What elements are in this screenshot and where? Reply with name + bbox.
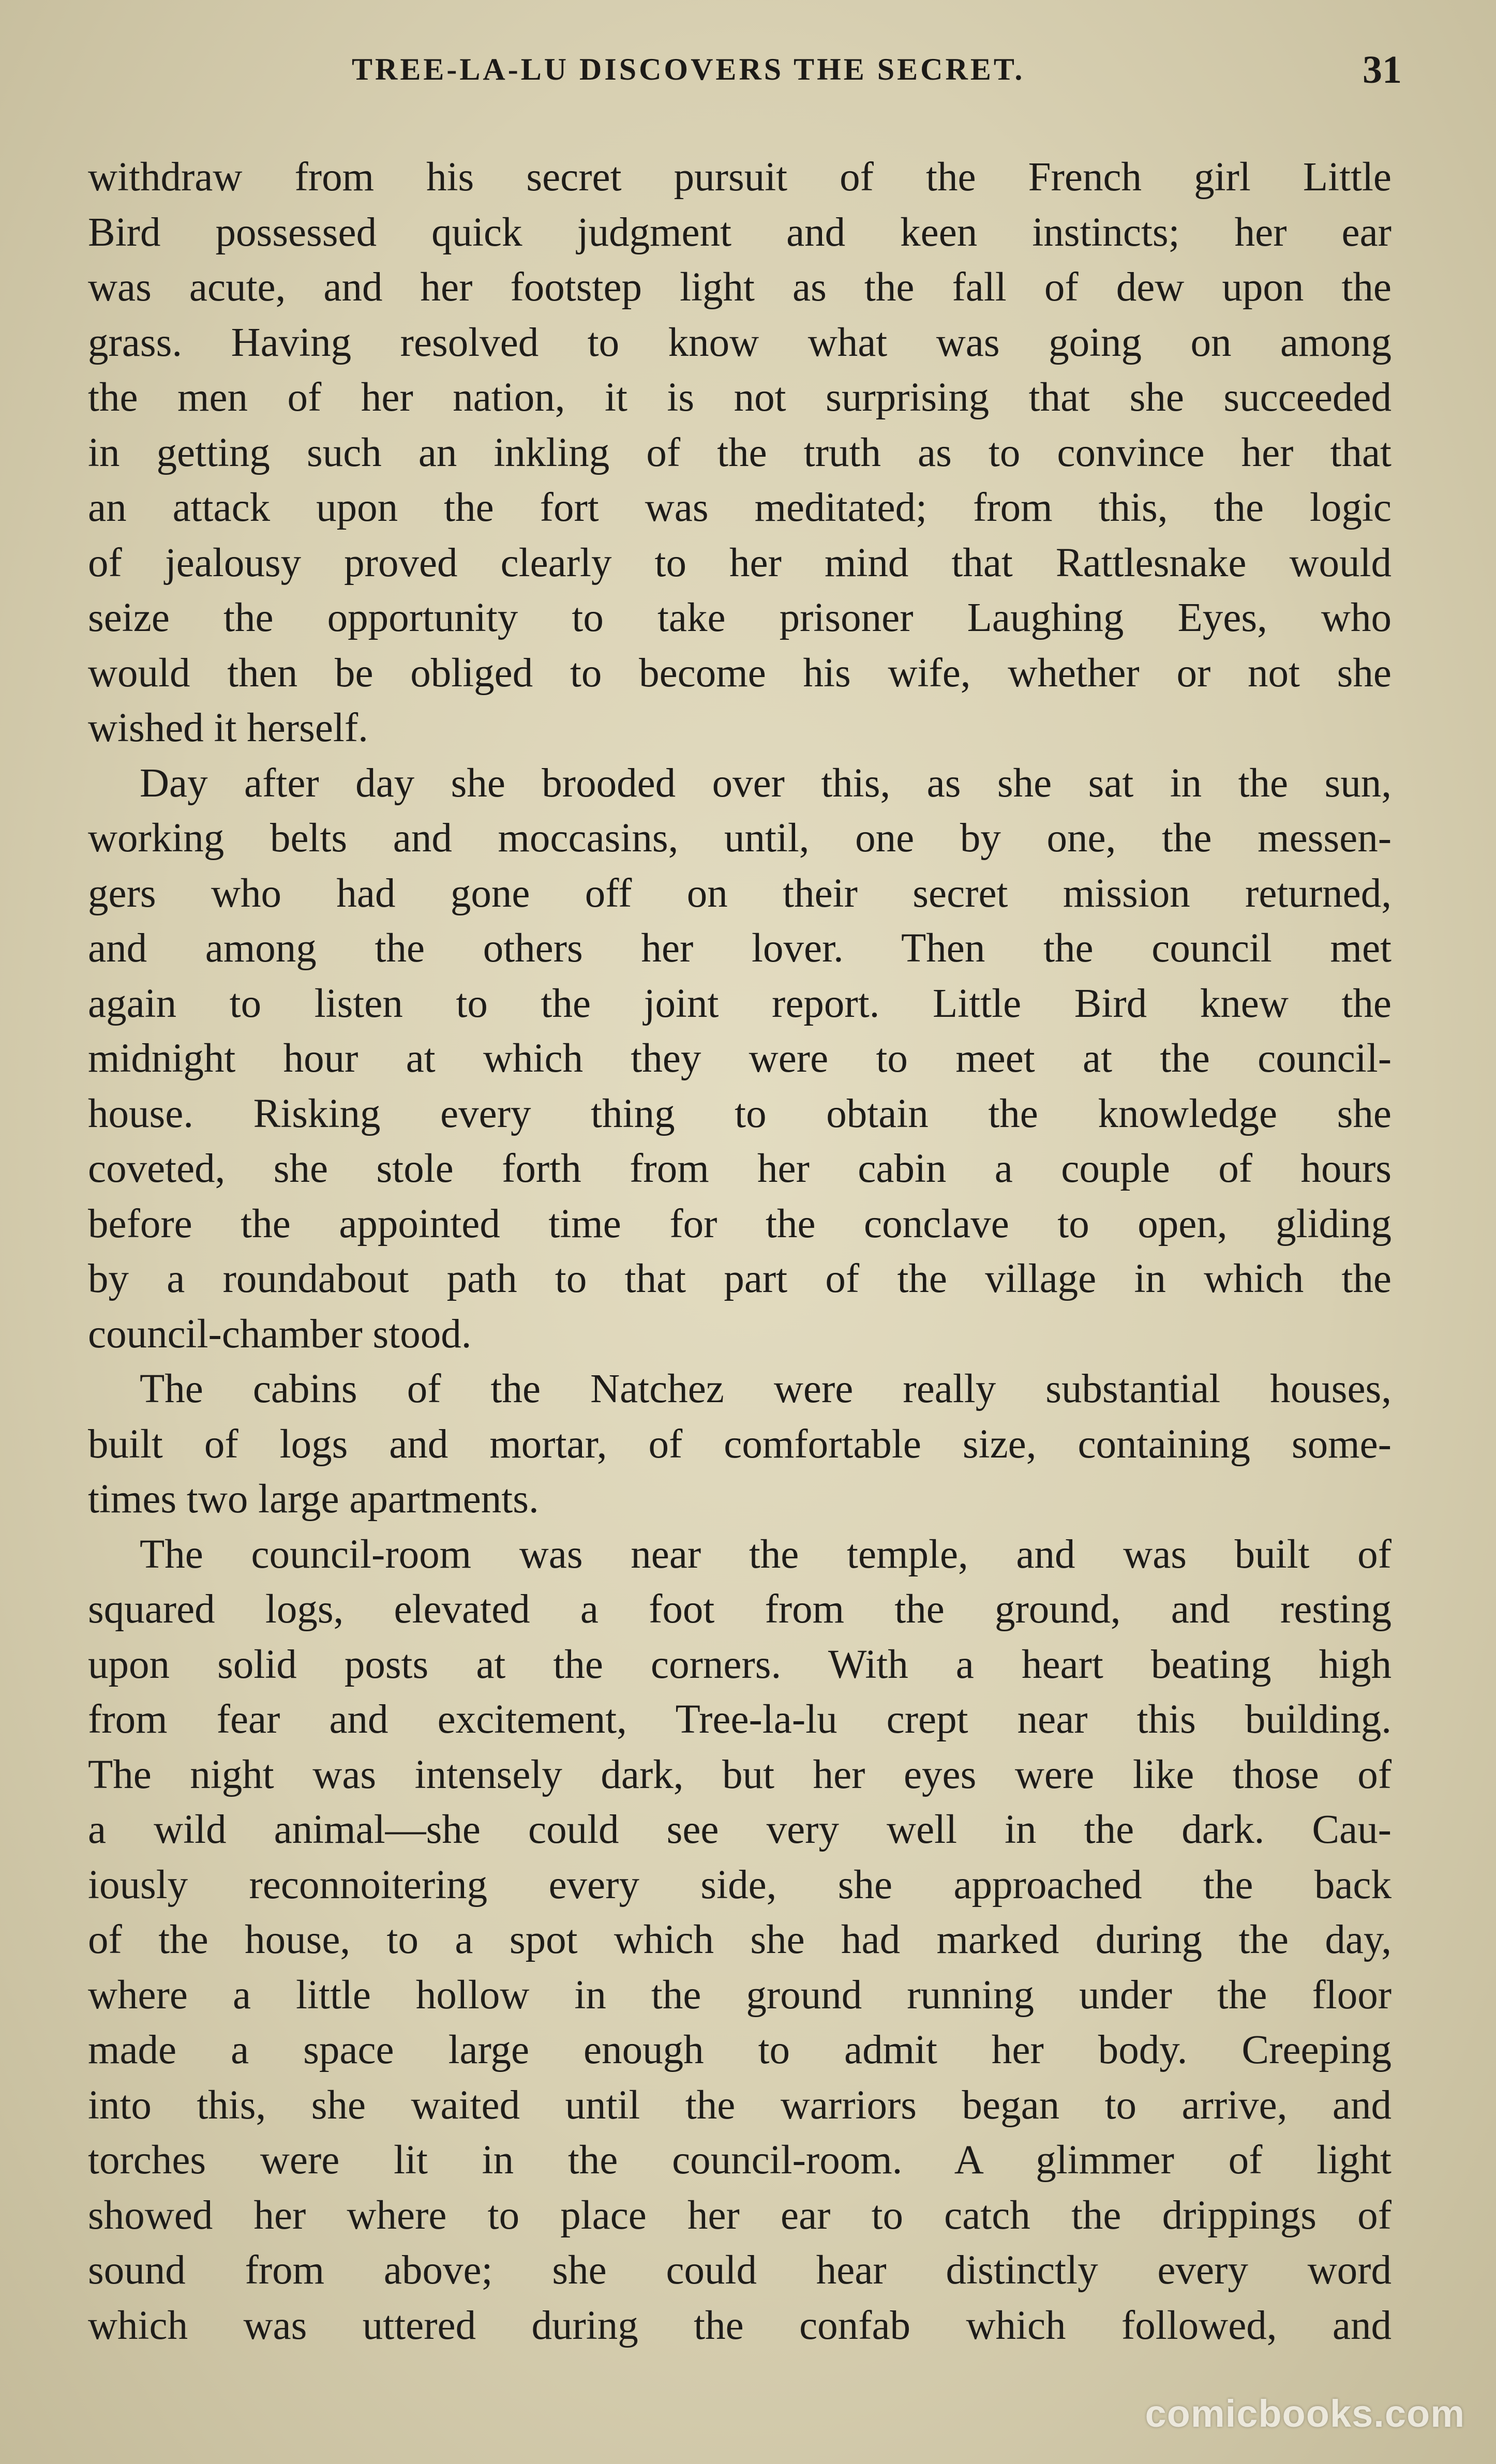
text-line: where a little hollow in the ground running under the floor (88, 1972, 1392, 2018)
text-line: wished it herself. (88, 705, 368, 750)
text-line: by a roundabout path to that part of the village in which the (88, 1256, 1392, 1301)
text-line: and among the others her lover. Then the council met (88, 926, 1392, 971)
text-line: iously reconnoitering every side, she approached the back (88, 1862, 1392, 1907)
text-line: before the appointed time for the conclave to open, gliding (88, 1201, 1392, 1246)
paragraph-first-line: Day after day she brooded over this, as she sat in the sun, (140, 760, 1392, 806)
text-line: council-chamber stood. (88, 1311, 472, 1357)
text-line: gers who had gone off on their secret mission returned, (88, 870, 1392, 916)
text-line: showed her where to place her ear to catch the drippings of (88, 2192, 1392, 2238)
site-watermark: comicbooks.com (1145, 2392, 1465, 2435)
text-line: working belts and moccasins, until, one by one, the messen- (88, 816, 1392, 861)
text-line: midnight hour at which they were to meet at the council- (88, 1036, 1392, 1081)
text-line: made a space large enough to admit her body. Creeping (88, 2027, 1392, 2072)
text-line: times two large apartments. (88, 1477, 539, 1522)
text-line: the men of her nation, it is not surprising that she succeeded (88, 375, 1392, 420)
text-line: of the house, to a spot which she had marked during the day, (88, 1917, 1392, 1962)
text-line: into this, she waited until the warriors began to arrive, and (88, 2082, 1392, 2128)
paragraph-first-line: The cabins of the Natchez were really substantial houses, (140, 1366, 1392, 1411)
paragraph-first-line: The council-room was near the temple, and was built of (140, 1531, 1392, 1577)
text-line: an attack upon the fort was meditated; from this, the logic (88, 485, 1392, 530)
page-number: 31 (1363, 48, 1402, 92)
page-header (88, 48, 1402, 99)
text-line: a wild animal—she could see very well in the dark. Cau- (88, 1807, 1392, 1852)
text-line: The night was intensely dark, but her eyes were like those of (88, 1752, 1392, 1797)
text-line: withdraw from his secret pursuit of the French girl Little (88, 155, 1392, 200)
text-line: from fear and excitement, Tree-la-lu crept near this building. (88, 1697, 1392, 1742)
text-line: seize the opportunity to take prisoner Laughing Eyes, who (88, 595, 1392, 640)
text-line: upon solid posts at the corners. With a heart beating high (88, 1642, 1392, 1687)
text-line: Bird possessed quick judgment and keen instincts; her ear (88, 209, 1392, 255)
text-line: of jealousy proved clearly to her mind that Rattlesnake would (88, 540, 1392, 585)
text-line: sound from above; she could hear distinctly every word (88, 2248, 1392, 2293)
text-line: would then be obliged to become his wife, whether or not she (88, 650, 1392, 696)
text-line: again to listen to the joint report. Little Bird knew the (88, 981, 1392, 1026)
text-line: squared logs, elevated a foot from the ground, and resting (88, 1587, 1392, 1632)
text-line: house. Risking every thing to obtain the knowledge she (88, 1091, 1392, 1136)
text-line: which was uttered during the confab which followed, and (88, 2303, 1392, 2348)
running-title: TREE-LA-LU DISCOVERS THE SECRET. (352, 52, 1025, 86)
body-text (88, 150, 1392, 2353)
text-line: coveted, she stole forth from her cabin a couple of hours (88, 1146, 1392, 1191)
text-line: in getting such an inkling of the truth as to convince her that (88, 430, 1392, 475)
text-line: grass. Having resolved to know what was going on among (88, 320, 1392, 365)
text-line: torches were lit in the council-room. A glimmer of light (88, 2138, 1392, 2183)
text-line: built of logs and mortar, of comfortable size, containing some- (88, 1421, 1392, 1467)
text-line: was acute, and her footstep light as the fall of dew upon the (88, 265, 1392, 310)
